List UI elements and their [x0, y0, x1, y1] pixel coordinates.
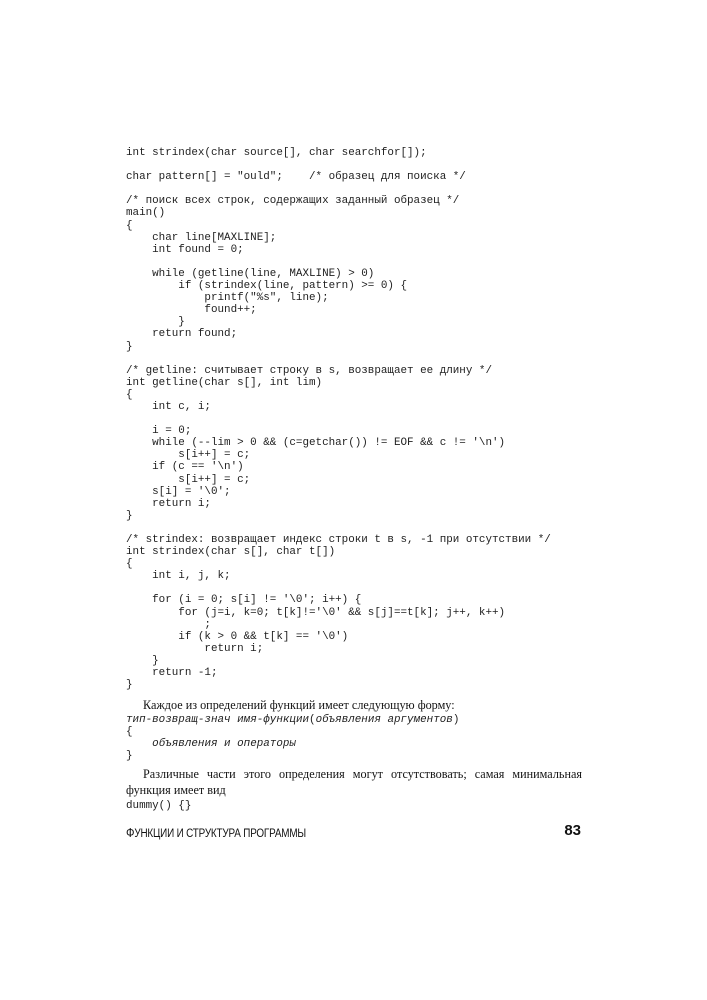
footer-title-rest: УНКЦИИ И СТРУКТУРА ПРОГРАММЫ — [134, 828, 307, 840]
syntax-indent — [126, 738, 152, 750]
paragraph-minimal-function: Различные части этого определения могут отсутствовать; самая минимальная функция имеет вид — [126, 767, 582, 797]
code-dummy-function: dummy() {} — [126, 800, 192, 812]
function-definition-syntax — [126, 714, 459, 762]
syntax-close-paren: ) — [452, 714, 460, 726]
page-number: 83 — [564, 822, 581, 839]
syntax-close-brace: } — [126, 750, 133, 763]
syntax-open-brace: { — [126, 726, 133, 739]
paragraph-function-form: Каждое из определений функций имеет следующую форму: — [143, 698, 455, 712]
syntax-open-paren: ( — [309, 714, 316, 726]
syntax-argument-declarations: объявления аргументов — [315, 714, 453, 726]
syntax-return-type: тип-возвращ-знач — [126, 714, 231, 726]
running-footer-title — [126, 825, 306, 840]
code-listing-strindex: int strindex(char source[], char searchfor[]); char pattern[] = "ould"; /* образец для поиска */ /* поиск всех строк, содержащих заданный образец */ main() { char line[MAXLINE]; int found = 0; while (getline(line, MAXLINE) > 0) if (strindex(line, pattern) >= 0) { printf("%s", line); found++; } return found; } /* getline: считывает строку в s, возвращает ее длину */ int getline(char s[], int lim) { int c, i; i = 0; while (--lim > 0 && (c=getchar()) != EOF && c != '\n') s[i++] = c; if (c == '\n') s[i++] = c; s[i] = '\0'; return i; } /* strindex: возвращает индекс строки t в s, -1 при отсутствии */ int strindex(char s[], char t[]) { int i, j, k; for (i = 0; s[i] != '\0'; i++) { for (j=i, k=0; t[k]!='\0' && s[j]==t[k]; j++, k++) ; if (k > 0 && t[k] == '\0') return i; } return -1; } — [126, 147, 551, 692]
footer-title-initial: Ф — [126, 825, 135, 840]
syntax-declarations-and-statements: объявления и операторы — [152, 738, 296, 751]
syntax-function-name: имя-функции — [237, 714, 310, 726]
